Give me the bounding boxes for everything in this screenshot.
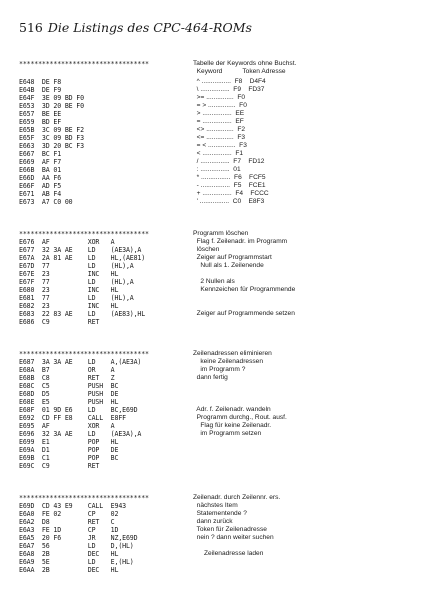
listing-code: E6A7 56 LD D,(HL) bbox=[19, 542, 134, 550]
listing-comment: <> ............... F2 bbox=[193, 126, 246, 133]
listing-code: E6A9 5E LD E,(HL) bbox=[19, 558, 134, 566]
listing-code: E696 32 3A AE LD (AE3A),A bbox=[19, 430, 142, 438]
listing-code: E683 22 83 AE LD (AE83),HL bbox=[19, 310, 146, 318]
listing-code: E676 AF XOR A bbox=[19, 238, 115, 246]
listing-code: E67A 2A 81 AE LD HL,(AE81) bbox=[19, 254, 146, 262]
listing-comment: im Programm ? bbox=[193, 366, 246, 373]
listing-code: E681 77 LD (HL),A bbox=[19, 294, 134, 302]
listing-code: E6AA 2B DEC HL bbox=[19, 566, 119, 574]
listing-comment: dann fertig bbox=[193, 374, 228, 381]
listing-code: E66D AA F6 bbox=[19, 174, 62, 182]
listing-comment: Null als 1. Zeilenende bbox=[193, 262, 264, 269]
listing-code: E67F 77 LD (HL),A bbox=[19, 278, 134, 286]
listing-code: ********************************** bbox=[19, 230, 149, 238]
listing-comment: Adr. f. Zeilenadr. wandeln bbox=[193, 406, 271, 413]
listing-comment: - ................ F5 FCE1 bbox=[193, 182, 266, 189]
listing-code: E66B BA 01 bbox=[19, 166, 62, 174]
listing-comment: + ................ F4 FCCC bbox=[193, 190, 269, 197]
listing-code: E67D 77 LD (HL),A bbox=[19, 262, 134, 270]
listing-code: E6A2 D8 RET C bbox=[19, 518, 115, 526]
listing-comment: <= ............... F3 bbox=[193, 134, 246, 141]
listing-comment: = < ............... F3 bbox=[193, 142, 247, 149]
listing-code: E68E E5 PUSH HL bbox=[19, 398, 119, 406]
listing-code: E699 E1 POP HL bbox=[19, 438, 119, 446]
listing-code: E6A0 FE 02 CP 02 bbox=[19, 510, 119, 518]
listing-comment: Token für Zeilenadresse bbox=[193, 526, 267, 533]
listing-code: E657 BE EE bbox=[19, 110, 62, 118]
listing-comment: \ ................ F9 FD37 bbox=[193, 86, 265, 93]
listing-code: E682 23 INC HL bbox=[19, 302, 119, 310]
listing-comment: Zeilenadresse laden bbox=[193, 550, 264, 557]
listing-code: E65F 3C 09 BD F3 bbox=[19, 134, 84, 142]
listing-comment: Statementende ? bbox=[193, 510, 247, 517]
listing-code: E69A D1 POP DE bbox=[19, 446, 119, 454]
listing-comment: Keyword Token Adresse bbox=[193, 68, 286, 75]
listing-code: E695 AF XOR A bbox=[19, 422, 115, 430]
listing-comment: nächstes Item bbox=[193, 502, 238, 509]
listing-code: E680 23 INC HL bbox=[19, 286, 119, 294]
listing-comment: löschen bbox=[193, 246, 220, 253]
listing-comment: Programm durchg., Rout. ausf. bbox=[193, 414, 287, 421]
listing-code: E653 3D 20 BE F0 bbox=[19, 102, 84, 110]
listing-code: E64F 3E 09 BD F0 bbox=[19, 94, 84, 102]
page-title: Die Listings des CPC-464-ROMs bbox=[47, 20, 252, 35]
page-number: 516 bbox=[19, 20, 43, 35]
listing-comment: Flag f. Zeilenadr. im Programm bbox=[193, 238, 288, 245]
listing-code: E677 32 3A AE LD (AE3A),A bbox=[19, 246, 142, 254]
listing-code: ********************************** bbox=[19, 494, 149, 502]
listing-comment: ' ................ C0 E8F3 bbox=[193, 198, 265, 205]
listing-code: ********************************** bbox=[19, 350, 149, 358]
listing-comment: Zeiger auf Programmstart bbox=[193, 254, 272, 261]
listing-comment: Flag für keine Zeilenadr. bbox=[193, 422, 272, 429]
listing-code: E667 BC F1 bbox=[19, 150, 62, 158]
listing-comment: keine Zeilenadressen bbox=[193, 358, 264, 365]
listing-comment: Tabelle der Keywords ohne Buchst. bbox=[193, 60, 297, 67]
listing-code: E65B 3C 09 BE F2 bbox=[19, 126, 84, 134]
listing-code: E68F 01 9D E6 LD BC,E69D bbox=[19, 406, 138, 414]
listing-code: E673 A7 C0 00 bbox=[19, 198, 73, 206]
listing-comment: Zeilenadressen eliminieren bbox=[193, 350, 272, 357]
listing-code: E68A B7 OR A bbox=[19, 366, 115, 374]
listing-comment: >= ............... F0 bbox=[193, 94, 246, 101]
listing-comment: < ................ F1 bbox=[193, 150, 244, 157]
listing-code: E669 AF F7 bbox=[19, 158, 62, 166]
listing-code: E686 C9 RET bbox=[19, 318, 100, 326]
listing-code: E687 3A 3A AE LD A,(AE3A) bbox=[19, 358, 142, 366]
listing-code: E64B DE F9 bbox=[19, 86, 62, 94]
listing-comment: > ................ EE bbox=[193, 110, 245, 117]
listing-code: E69C C9 RET bbox=[19, 462, 100, 470]
listing-code: E68C C5 PUSH BC bbox=[19, 382, 119, 390]
listing-comment: = > ............... F0 bbox=[193, 102, 247, 109]
listing-code: ********************************** bbox=[19, 60, 149, 68]
listing-comment: / ................ F7 FD12 bbox=[193, 158, 265, 165]
listing-code: E69B C1 POP BC bbox=[19, 454, 119, 462]
listing-code: E6A3 FE 1D CP 1D bbox=[19, 526, 119, 534]
listing-comment: ^ ................ F8 D4F4 bbox=[193, 78, 266, 85]
listing-code: E67E 23 INC HL bbox=[19, 270, 119, 278]
listing-code: E663 3D 20 BC F3 bbox=[19, 142, 84, 150]
listing-code: E659 BD EF bbox=[19, 118, 62, 126]
page-header bbox=[19, 20, 252, 35]
listing-code: E68D D5 PUSH DE bbox=[19, 390, 119, 398]
listing-code: E6A8 2B DEC HL bbox=[19, 550, 119, 558]
listing-comment: dann zurück bbox=[193, 518, 233, 525]
listing-code: E66F AD F5 bbox=[19, 182, 62, 190]
listing-comment: nein ? dann weiter suchen bbox=[193, 534, 274, 541]
listing-comment: : ................ 01 bbox=[193, 166, 241, 173]
listing-comment: Zeiger auf Programmende setzen bbox=[193, 310, 295, 317]
listing-comment: Kennzeichen für Programmende bbox=[193, 286, 296, 293]
listing-comment: im Programm setzen bbox=[193, 430, 262, 437]
listing-comment: * ................ F6 FCF5 bbox=[193, 174, 266, 181]
listing-code: E648 DE F8 bbox=[19, 78, 62, 86]
listing-code: E671 AB F4 bbox=[19, 190, 62, 198]
listing-code: E692 CD FF E8 CALL E8FF bbox=[19, 414, 126, 422]
listing-comment: Programm löschen bbox=[193, 230, 249, 237]
listing-comment: Zeilenadr. durch Zeilennr. ers. bbox=[193, 494, 281, 501]
listing-code: E69D CD 43 E9 CALL E943 bbox=[19, 502, 126, 510]
listing-code: E68B C8 RET Z bbox=[19, 374, 115, 382]
listing-code: E6A5 20 F6 JR NZ,E69D bbox=[19, 534, 138, 542]
listing-comment: 2 Nullen als bbox=[193, 278, 235, 285]
listing-comment: = ................ EF bbox=[193, 118, 244, 125]
